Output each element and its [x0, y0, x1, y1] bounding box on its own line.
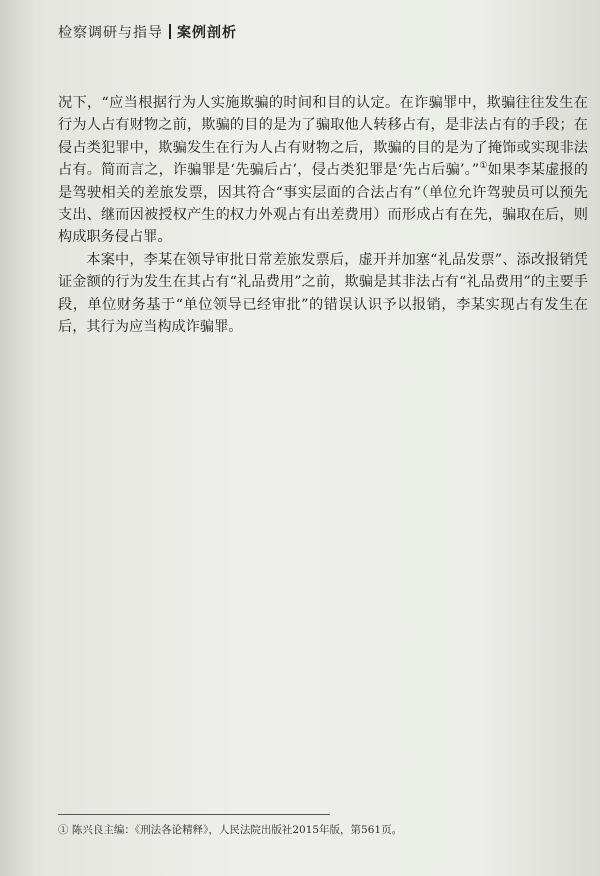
footnote: ① 陈兴良主编：《刑法各论精释》，人民法院出版社2015年版，第561页。 [58, 824, 403, 836]
footnote-marker: ① [479, 161, 488, 172]
paragraph-1-part-a: 况下，“应当根据行为人实施欺骗的时间和目的认定。在诈骗罪中，欺骗往往发生在行为人占有财物之前，欺骗的目的是为了骗取他人转移占有，是非法占有的手段；在侵占类犯罪中，欺骗发生在行为人占有财物之后，欺骗的目的是为了掩饰或实现非法占有。简而言之，诈骗罪是‘先骗后占’，侵占类犯罪是‘先占后骗’。” [58, 95, 588, 179]
journal-name: 检察调研与指导 [58, 25, 163, 41]
paragraph-1 [58, 92, 588, 249]
paragraph-2: 本案中，李某在领导审批日常差旅发票后，虚开并加塞“礼品发票”、添改报销凭证金额的行为发生在其占有“礼品费用”之前，欺骗是其非法占有“礼品费用”的主要手段，单位财务基于“单位领导已经审批”的错误认识予以报销，李某实现占有发生在后，其行为应当构成诈骗罪。 [58, 251, 588, 336]
running-header [58, 22, 237, 42]
body-text [58, 92, 588, 338]
section-title: 案例剖析 [177, 25, 237, 41]
paragraph-1-part-b: 如果李某虚报的是驾驶相关的差旅发票，因其符合“事实层面的合法占有”（单位允许驾驶员可以预先支出、继而因被授权产生的权力外观占有出差费用）而形成占有在先，骗取在后，则构成职务侵占罪。 [58, 162, 588, 246]
header-divider [169, 24, 171, 39]
footnote-divider [58, 814, 330, 815]
